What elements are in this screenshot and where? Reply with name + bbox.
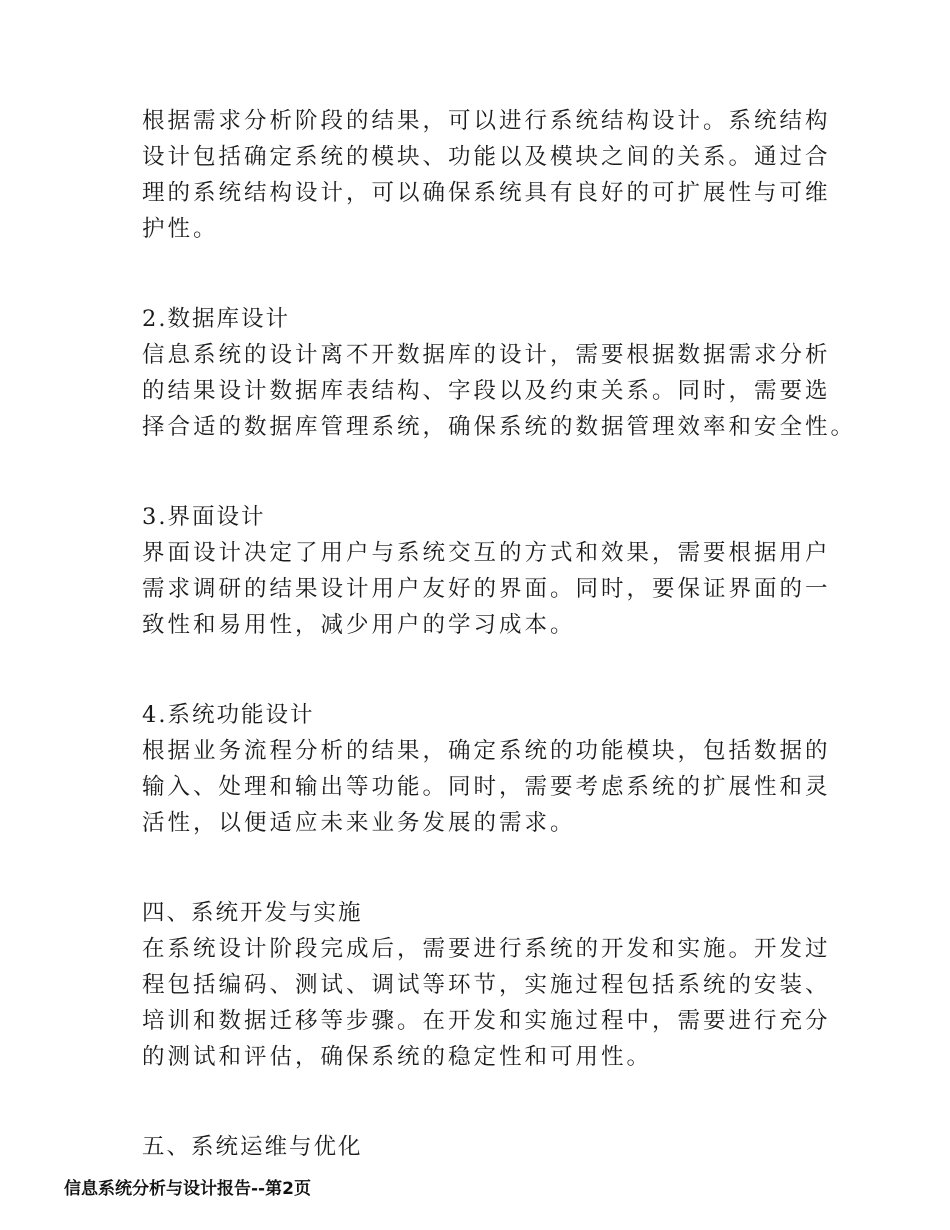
development-paragraph [142,931,842,1075]
paragraph-line: 需求调研的结果设计用户友好的界面。同时，要保证界面的一 [142,576,831,602]
interface-paragraph [142,535,842,643]
section-heading-development: 四、系统开发与实施 [142,900,363,926]
paragraph-line: 根据业务流程分析的结果，确定系统的功能模块，包括数据的 [142,738,831,764]
section-heading-operations: 五、系统运维与优化 [142,1134,363,1160]
page-footer: 信息系统分析与设计报告--第2页 [64,1179,311,1199]
paragraph-line: 程包括编码、测试、调试等环节，实施过程包括系统的安装、 [142,972,831,998]
section-gap [142,247,842,301]
paragraph-line: 理的系统结构设计，可以确保系统具有良好的可扩展性与可维 [142,180,831,206]
document-body [142,103,857,1165]
paragraph-line: 输入、处理和输出等功能。同时，需要考虑系统的扩展性和灵 [142,774,831,800]
paragraph-line: 护性。 [142,216,219,242]
paragraph-line: 界面设计决定了用户与系统交互的方式和效果，需要根据用户 [142,540,831,566]
intro-paragraph [142,103,842,247]
function-paragraph [142,733,842,841]
paragraph-line: 根据需求分析阶段的结果，可以进行系统结构设计。系统结构 [142,108,831,134]
paragraph-line: 的测试和评估，确保系统的稳定性和可用性。 [142,1044,653,1070]
section-gap [142,643,842,697]
paragraph-line: 的结果设计数据库表结构、字段以及约束关系。同时，需要选 [142,378,831,404]
database-paragraph [142,337,857,445]
paragraph-line: 设计包括确定系统的模块、功能以及模块之间的关系。通过合 [142,144,831,170]
section-gap [142,1075,842,1129]
paragraph-line: 择合适的数据库管理系统，确保系统的数据管理效率和安全性。 [142,414,857,440]
paragraph-line: 信息系统的设计离不开数据库的设计，需要根据数据需求分析 [142,342,831,368]
paragraph-line: 在系统设计阶段完成后，需要进行系统的开发和实施。开发过 [142,936,831,962]
section-heading-interface: 3.界面设计 [142,504,266,530]
section-gap [142,445,842,499]
paragraph-line: 培训和数据迁移等步骤。在开发和实施过程中，需要进行充分 [142,1008,831,1034]
section-heading-database: 2.数据库设计 [142,306,290,332]
section-heading-function: 4.系统功能设计 [142,702,315,728]
section-gap [142,841,842,895]
paragraph-line: 致性和易用性，减少用户的学习成本。 [142,612,576,638]
paragraph-line: 活性，以便适应未来业务发展的需求。 [142,810,576,836]
